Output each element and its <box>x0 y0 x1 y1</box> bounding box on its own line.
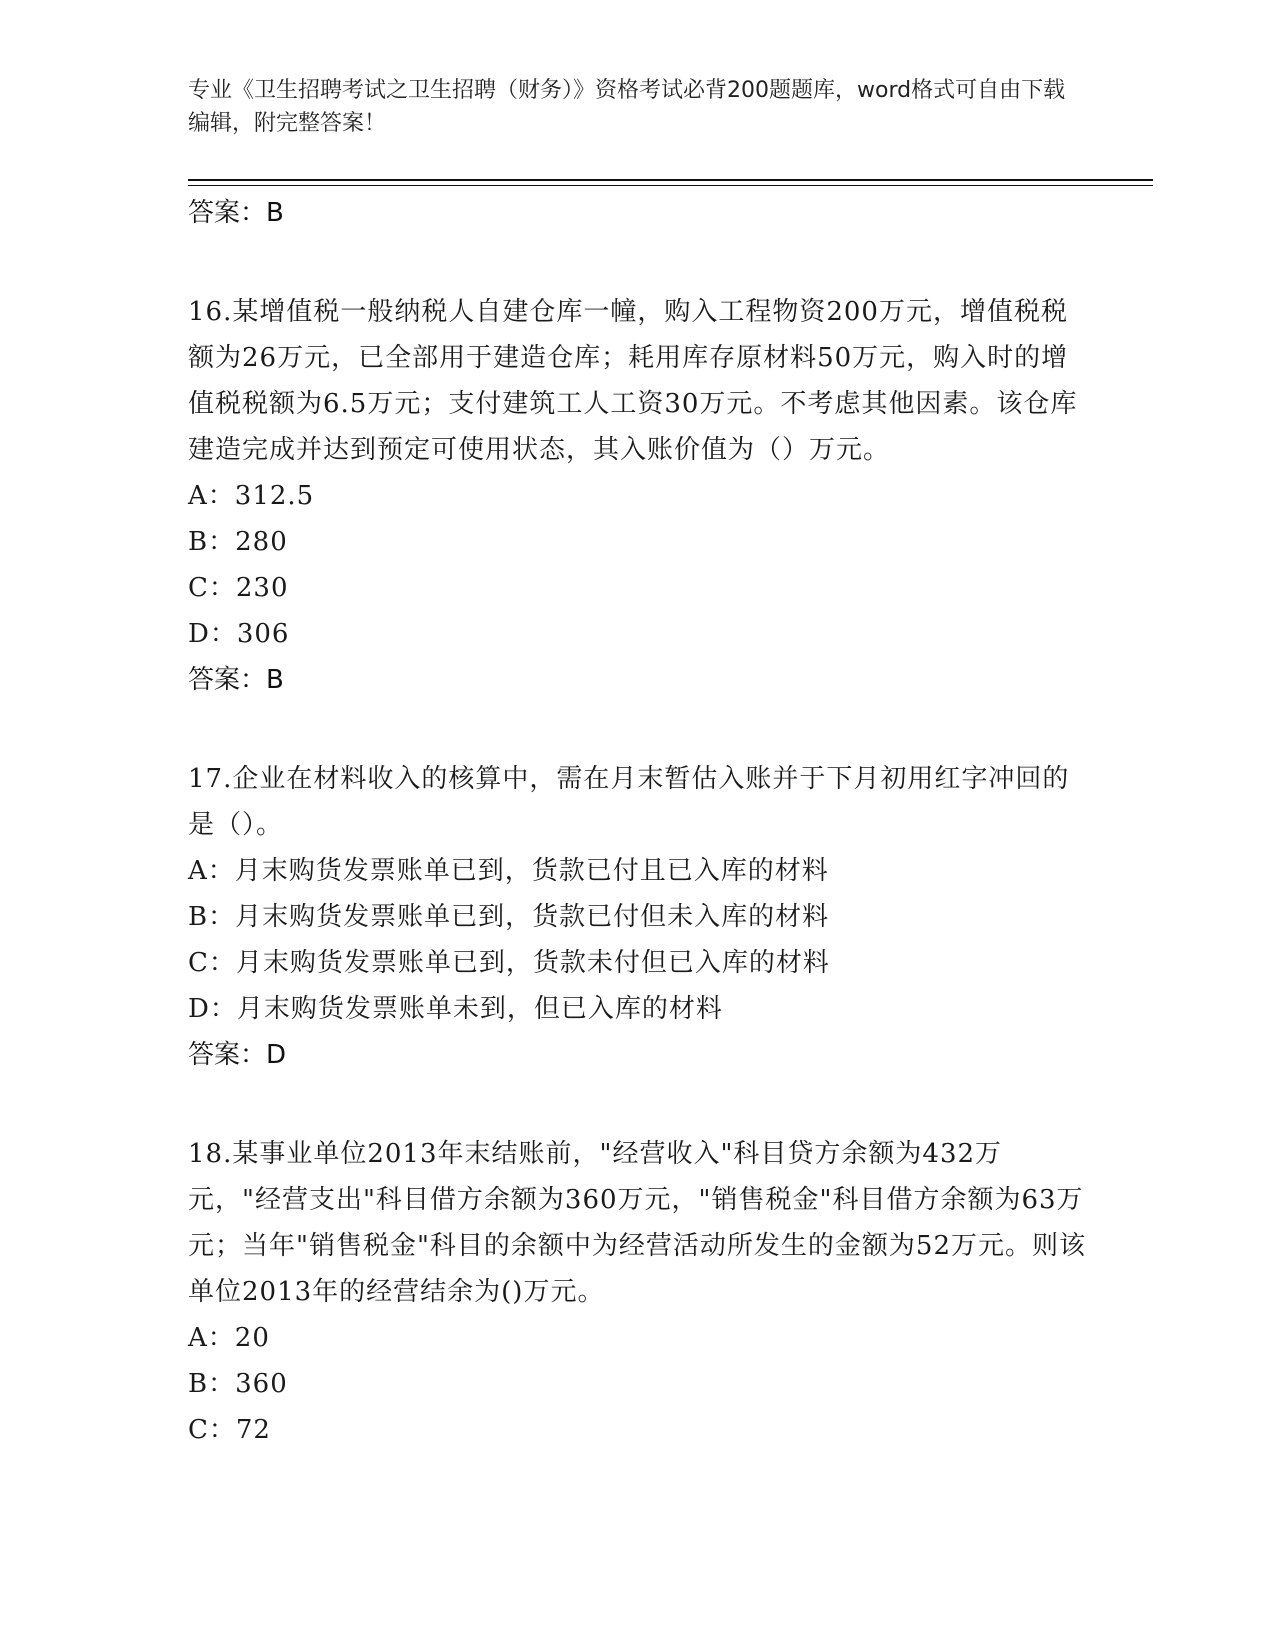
question-18 <box>188 1131 1088 1453</box>
document-header: 专业《卫生招聘考试之卫生招聘（财务）》资格考试必背200题题库，word格式可自由下载编辑，附完整答案！ <box>188 78 1066 136</box>
option-a: A：月末购货发票账单已到，货款已付且已入库的材料 <box>188 856 829 886</box>
previous-answer: 答案：B <box>188 198 284 228</box>
question-16 <box>188 289 1088 703</box>
question-stem: 17.企业在材料收入的核算中，需在月末暂估入账并于下月初用红字冲回的是（）。 <box>188 764 1070 840</box>
header-divider-thick <box>188 179 1153 181</box>
answer-label: 答案：D <box>188 1040 287 1070</box>
option-c: C：72 <box>188 1415 271 1445</box>
option-d: D：306 <box>188 619 290 649</box>
option-b: B：月末购货发票账单已到，货款已付但未入库的材料 <box>188 902 830 932</box>
option-b: B：360 <box>188 1369 288 1399</box>
question-17 <box>188 756 1088 1078</box>
option-a: A：20 <box>188 1323 270 1353</box>
question-stem: 18.某事业单位2013年末结账前，"经营收入"科目贷方余额为432万元，"经营支出"科目借方余额为360万元，"销售税金"科目借方余额为63万元；当年"销售税金"科目的余额中为经营活动所发生的金额为52万元。则该单位2013年的经营结余为()万元。 <box>188 1139 1087 1307</box>
option-b: B：280 <box>188 527 288 557</box>
option-c: C：月末购货发票账单已到，货款未付但已入库的材料 <box>188 948 830 978</box>
header-divider-thin <box>188 185 1153 186</box>
answer-label: 答案：B <box>188 665 284 695</box>
option-c: C：230 <box>188 573 289 603</box>
option-a: A：312.5 <box>188 481 315 511</box>
question-list <box>188 190 1088 1453</box>
question-stem: 16.某增值税一般纳税人自建仓库一幢，购入工程物资200万元，增值税税额为26万元，已全部用于建造仓库；耗用库存原材料50万元，购入时的增值税税额为6.5万元；支付建筑工人工资30万元。不考虑其他因素。该仓库建造完成并达到预定可使用状态，其入账价值为（）万元。 <box>188 297 1078 465</box>
option-d: D：月末购货发票账单未到，但已入库的材料 <box>188 994 723 1024</box>
